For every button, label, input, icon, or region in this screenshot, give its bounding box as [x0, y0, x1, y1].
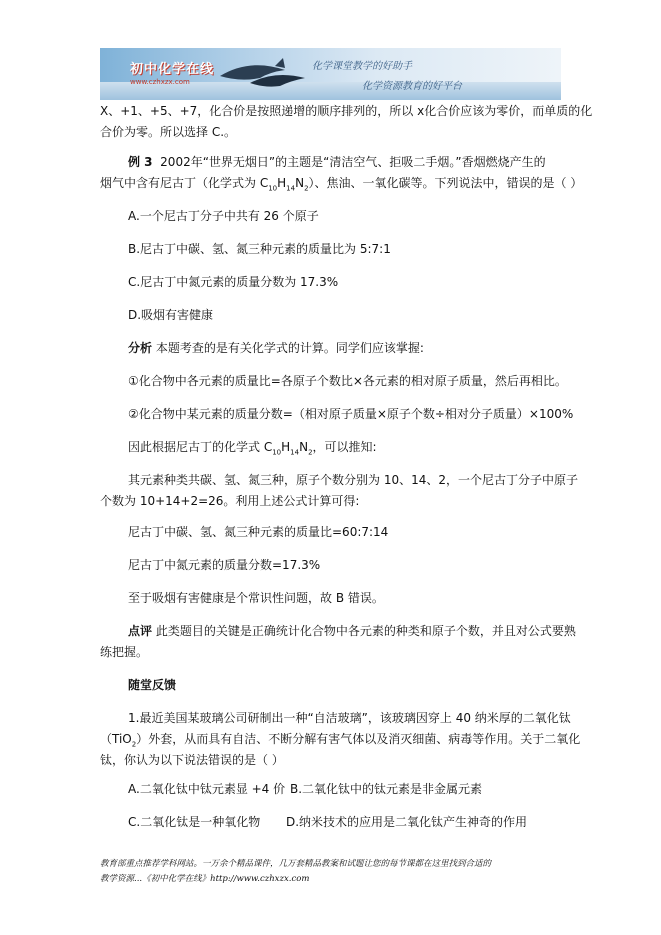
common-sense: 至于吸烟有害健康是个常识性问题，故 B 错误。 — [128, 591, 384, 605]
mass-fraction: 尼古丁中氮元素的质量分数=17.3% — [128, 558, 321, 572]
example-3-stem-2: 烟气中含有尼古丁（化学式为 $C_{10}H_{14}N_2$）、焦油、一氧化碳等。下列说法中，错误的是（ ） — [100, 176, 583, 193]
comment-2: 练把握。 — [100, 645, 149, 659]
mass-ratio: 尼古丁中碳、氢、氮三种元素的质量比=60:7:14 — [128, 525, 389, 539]
analysis: 分析 本题考查的是有关化学式的计算。同学们应该掌握: — [128, 341, 424, 355]
banner-slogan-1: 化学课堂教学的好助手 — [312, 61, 412, 72]
footer-link[interactable]: http://www.czhxzx.com — [210, 874, 310, 884]
comment-label: 点评 — [128, 624, 153, 638]
comment: 点评 此类题目的关键是正确统计化合物中各元素的种类和原子个数，并且对公式要熟 — [128, 624, 576, 638]
q1-option-d: D.纳米技术的应用是二氧化钛产生神奇的作用 — [286, 815, 528, 829]
q1-option-c: C.二氧化钛是一种氧化物 — [128, 815, 261, 829]
question-1-line-1: 1.最近美国某玻璃公司研制出一种“自洁玻璃”，该玻璃因穿上 40 纳米厚的二氧化钛 — [128, 711, 571, 725]
option-d: D.吸烟有害健康 — [128, 308, 214, 322]
q1-option-b: B.二氧化钛中的钛元素是非金属元素 — [290, 782, 483, 796]
banner-slogan-2: 化学资源教育的好平台 — [362, 81, 462, 92]
banner-url: www.czhxzx.com — [130, 78, 190, 86]
option-a: A.一个尼古丁分子中共有 26 个原子 — [128, 209, 319, 223]
deduce: 因此根据尼古丁的化学式 $C_{10}H_{14}N_2$，可以推知: — [128, 440, 377, 457]
banner-logo: 初中化学在线 — [130, 62, 215, 77]
example-3-stem: 例 3 2002年“世界无烟日”的主题是“清洁空气、拒吸二手烟。”香烟燃烧产生的 — [128, 155, 546, 169]
prev-answer-line-1: X、+1、+5、+7，化合价是按照递增的顺序排列的，所以 x化合价应该为零价，而单质的化 — [100, 104, 593, 118]
q1-option-a: A.二氧化钛中钛元素显 +4 价 — [128, 782, 286, 796]
count-line-1: 其元素种类共碳、氢、氮三种，原子个数分别为 10、14、2，一个尼古丁分子中原子 — [128, 473, 578, 487]
option-c: C.尼古丁中氮元素的质量分数为 17.3% — [128, 275, 339, 289]
question-1-line-2: （TiO$_2$）外套，从而具有自洁、不断分解有害气体以及消灭细菌、病毒等作用。关于二氧化 — [100, 732, 581, 749]
option-b: B.尼古丁中碳、氢、氮三种元素的质量比为 5:7:1 — [128, 242, 391, 256]
analysis-label: 分析 — [128, 341, 153, 355]
prev-answer-line-2: 合价为零。所以选择 C.。 — [100, 125, 237, 139]
footer-line-2: 教学资源...《初中化学在线》http://www.czhxzx.com — [100, 874, 310, 884]
header-banner — [100, 48, 561, 100]
rule-1: ①化合物中各元素的质量比=各原子个数比×各元素的相对原子质量，然后再相比。 — [128, 374, 567, 388]
question-1-line-3: 钛，你认为以下说法错误的是（ ） — [100, 753, 284, 767]
footer-line-1: 教育部重点推荐学科网站。一万余个精品课件，几万套精品教案和试题让您的每节课都在这里找到合适的 — [100, 859, 492, 869]
count-line-2: 个数为 10+14+2=26。利用上述公式计算可得: — [100, 494, 360, 508]
footer-ad — [100, 857, 570, 887]
rule-2: ②化合物中某元素的质量分数=（相对原子质量×原子个数÷相对分子质量）×100% — [128, 407, 574, 421]
feedback-title: 随堂反馈 — [128, 678, 177, 692]
example-3-label: 例 3 — [128, 155, 153, 169]
